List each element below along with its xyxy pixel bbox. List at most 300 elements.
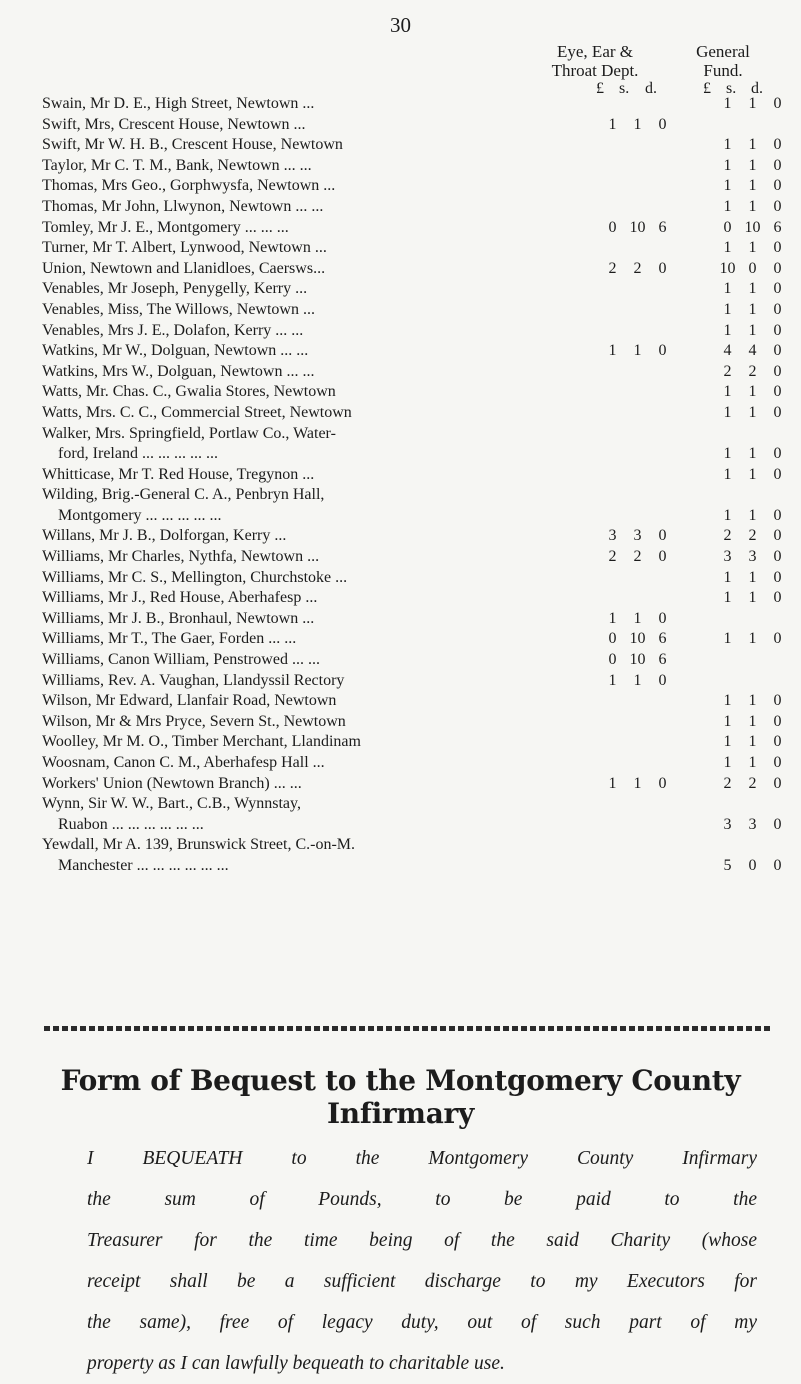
eye-dept-pounds: [600, 424, 625, 445]
subscriber-name: Thomas, Mrs Geo., Gorphwysfa, Newtown ...: [42, 177, 336, 195]
page-number: 30: [390, 13, 411, 37]
general-fund-pence: 0: [773, 774, 782, 792]
general-fund-shillings: [740, 835, 765, 856]
table-row: [42, 403, 790, 424]
column-gap: [675, 115, 715, 136]
eye-dept-shillings: [625, 197, 650, 218]
eye-dept-pence: [650, 279, 675, 300]
eye-dept-shillings: [625, 444, 650, 465]
eye-dept-pence: 0: [658, 115, 667, 133]
subscriber-name: Williams, Mr J., Red House, Aberhafesp ...: [42, 589, 318, 607]
subscriber-name: Swain, Mr D. E., High Street, Newtown ...: [42, 95, 315, 112]
general-fund-pence: 0: [773, 177, 782, 195]
column-gap: [675, 238, 715, 259]
eye-dept-shillings: 10: [629, 651, 646, 669]
subscriber-name: Swift, Mrs, Crescent House, Newtown ...: [42, 115, 306, 133]
table-row: [42, 424, 790, 445]
eye-dept-pence: 6: [658, 218, 667, 236]
eye-dept-pounds: 0: [608, 218, 617, 236]
currency-shillings-1: s.: [619, 80, 630, 97]
eye-dept-pence: 6: [658, 651, 667, 669]
column-gap: [675, 382, 715, 403]
eye-dept-shillings: [625, 135, 650, 156]
bequest-line: receipt shall be a sufficient discharge to my Executors for: [87, 1271, 757, 1292]
subscriber-name: Thomas, Mr John, Llwynon, Newtown ... ...: [42, 197, 324, 215]
eye-dept-shillings: [625, 485, 650, 506]
general-fund-pounds: 1: [723, 136, 732, 154]
eye-dept-pence: [650, 712, 675, 733]
column-gap: [675, 485, 715, 506]
general-fund-pence: 0: [773, 548, 782, 566]
subscriber-name: Venables, Miss, The Willows, Newtown ...: [42, 300, 315, 318]
general-fund-pence: 0: [773, 321, 782, 339]
subscriber-name: Turner, Mr T. Albert, Lynwood, Newtown ...: [42, 239, 327, 257]
eye-dept-shillings: [625, 362, 650, 383]
eye-dept-pounds: [600, 362, 625, 383]
table-row: [42, 629, 790, 650]
table-row: [42, 609, 790, 630]
general-fund-pounds: [715, 650, 740, 671]
general-fund-shillings: 2: [748, 774, 757, 792]
eye-dept-pounds: [600, 712, 625, 733]
column-gap: [675, 629, 715, 650]
eye-dept-shillings: [625, 568, 650, 589]
subscriber-name: Watkins, Mr W., Dolguan, Newtown ... ...: [42, 342, 309, 360]
subscriber-name: Watts, Mr. Chas. C., Gwalia Stores, Newtown: [42, 383, 336, 401]
eye-dept-pounds: [600, 465, 625, 486]
general-fund-pounds: 1: [723, 506, 732, 524]
general-fund-shillings: 1: [748, 568, 757, 586]
eye-dept-pence: [650, 382, 675, 403]
column-gap: [675, 362, 715, 383]
eye-dept-pence: 0: [658, 774, 667, 792]
subscriber-name: Williams, Mr C. S., Mellington, Churchstoke ...: [42, 568, 348, 586]
general-fund-shillings: 1: [748, 403, 757, 421]
general-fund-pounds: 1: [723, 754, 732, 771]
eye-dept-pounds: [600, 197, 625, 218]
table-row: [42, 691, 790, 712]
general-fund-pence: [765, 671, 790, 692]
general-fund-pence: 0: [773, 712, 782, 730]
general-fund-shillings: 1: [748, 754, 757, 771]
eye-dept-shillings: [625, 465, 650, 486]
eye-dept-pounds: [600, 300, 625, 321]
eye-dept-shillings: [625, 156, 650, 177]
currency-shillings-2: s.: [726, 80, 737, 97]
eye-dept-shillings: [625, 732, 650, 753]
general-fund-pounds: 1: [723, 403, 732, 421]
general-fund-pence: 6: [773, 218, 782, 236]
general-fund-shillings: 1: [748, 733, 757, 751]
general-fund-pounds: 10: [719, 259, 736, 277]
general-fund-shillings: 1: [748, 445, 757, 463]
eye-dept-pounds: 1: [608, 115, 617, 133]
subscriber-name: Walker, Mrs. Springfield, Portlaw Co., Water-: [42, 424, 336, 442]
table-row: [42, 753, 790, 774]
table-row: [42, 856, 790, 877]
eye-dept-shillings: 1: [633, 774, 642, 792]
eye-dept-pounds: [600, 856, 625, 877]
general-fund-pence: 0: [773, 300, 782, 318]
eye-dept-shillings: [625, 815, 650, 836]
column-gap: [675, 94, 715, 115]
bequest-text: [87, 1138, 757, 1384]
general-fund-shillings: [740, 794, 765, 815]
general-fund-pounds: 1: [723, 733, 732, 751]
general-fund-pounds: 1: [723, 156, 732, 174]
general-fund-pence: 0: [773, 733, 782, 751]
column-gap: [675, 609, 715, 630]
general-fund-shillings: 3: [748, 815, 757, 833]
general-fund-shillings: 1: [748, 156, 757, 174]
eye-dept-pence: [650, 835, 675, 856]
general-fund-pounds: [715, 609, 740, 630]
table-row: [42, 485, 790, 506]
eye-dept-pence: [650, 856, 675, 877]
general-fund-shillings: 1: [748, 321, 757, 339]
general-fund-pounds: 1: [723, 445, 732, 463]
eye-dept-shillings: [625, 382, 650, 403]
column-gap: [675, 321, 715, 342]
eye-dept-shillings: 10: [629, 630, 646, 648]
eye-dept-pounds: 1: [608, 342, 617, 360]
general-fund-pence: 0: [773, 506, 782, 524]
general-fund-pounds: 5: [723, 856, 732, 874]
eye-dept-pounds: 1: [608, 609, 617, 627]
column-gap: [675, 197, 715, 218]
general-fund-shillings: 1: [748, 300, 757, 318]
table-row: [42, 279, 790, 300]
column-gap: [675, 732, 715, 753]
eye-dept-pounds: [600, 835, 625, 856]
eye-dept-pounds: [600, 94, 625, 115]
column-gap: [675, 547, 715, 568]
table-row: [42, 444, 790, 465]
general-fund-pence: 0: [773, 136, 782, 154]
eye-dept-pence: [650, 485, 675, 506]
eye-dept-pounds: 3: [608, 527, 617, 545]
table-row: [42, 568, 790, 589]
general-fund-pence: 0: [773, 280, 782, 298]
column-gap: [675, 835, 715, 856]
eye-dept-pence: 6: [658, 630, 667, 648]
general-fund-pounds: 0: [723, 218, 732, 236]
eye-dept-pounds: [600, 279, 625, 300]
general-fund-pounds: 1: [723, 239, 732, 257]
column-gap: [675, 671, 715, 692]
table-row: [42, 197, 790, 218]
eye-dept-pence: 0: [658, 548, 667, 566]
general-fund-shillings: 2: [748, 362, 757, 380]
general-fund-pence: 0: [773, 630, 782, 648]
subscriber-name: Williams, Mr Charles, Nythfa, Newtown ...: [42, 548, 320, 566]
eye-dept-shillings: [625, 691, 650, 712]
general-fund-pence: [765, 115, 790, 136]
eye-ear-header-line2: Throat Dept.: [551, 61, 639, 80]
general-fund-pounds: [715, 794, 740, 815]
eye-dept-pence: [650, 321, 675, 342]
subscriber-name: Watkins, Mrs W., Dolguan, Newtown ... ...: [42, 362, 315, 380]
eye-dept-pounds: [600, 815, 625, 836]
eye-dept-pence: [650, 588, 675, 609]
general-fund-pence: 0: [773, 403, 782, 421]
general-fund-shillings: 0: [748, 856, 757, 874]
general-fund-header-line1: General: [696, 42, 750, 61]
general-fund-pence: 0: [773, 342, 782, 360]
subscriber-name: Whitticase, Mr T. Red House, Tregynon ...: [42, 465, 315, 483]
general-fund-header: [668, 42, 778, 80]
eye-dept-shillings: [625, 424, 650, 445]
subscriber-name: Williams, Rev. A. Vaughan, Llandyssil Rectory: [42, 671, 345, 689]
general-fund-pence: 0: [773, 445, 782, 463]
eye-dept-shillings: [625, 279, 650, 300]
general-fund-pence: 0: [773, 383, 782, 401]
column-gap: [675, 300, 715, 321]
subscriber-name: Union, Newtown and Llanidloes, Caersws...: [42, 259, 326, 277]
table-row: [42, 671, 790, 692]
eye-dept-pence: 0: [658, 671, 667, 689]
general-fund-pounds: 1: [723, 383, 732, 401]
currency-pence-1: d.: [645, 80, 657, 97]
subscriber-name: Yewdall, Mr A. 139, Brunswick Street, C.-on-M.: [42, 836, 356, 854]
table-row: [42, 650, 790, 671]
table-row: [42, 300, 790, 321]
column-gap: [675, 403, 715, 424]
eye-dept-pence: [650, 94, 675, 115]
general-fund-pence: [765, 424, 790, 445]
currency-pence-2: d.: [751, 80, 763, 97]
eye-dept-pence: [650, 238, 675, 259]
eye-dept-shillings: [625, 176, 650, 197]
table-row: [42, 732, 790, 753]
general-fund-shillings: 1: [748, 630, 757, 648]
general-fund-shillings: [740, 671, 765, 692]
table-row: [42, 465, 790, 486]
eye-dept-shillings: [625, 712, 650, 733]
eye-dept-pence: [650, 176, 675, 197]
eye-dept-pounds: [600, 588, 625, 609]
subscriber-name: Montgomery ... ... ... ... ...: [58, 506, 222, 524]
eye-dept-shillings: [625, 588, 650, 609]
eye-dept-shillings: [625, 94, 650, 115]
general-fund-pence: 0: [773, 465, 782, 483]
general-fund-pence: 0: [773, 362, 782, 380]
general-fund-shillings: [740, 485, 765, 506]
subscriber-name: Wilding, Brig.-General C. A., Penbryn Hall,: [42, 486, 325, 504]
eye-dept-pounds: 1: [608, 774, 617, 792]
eye-dept-shillings: [625, 835, 650, 856]
column-gap: [675, 691, 715, 712]
table-row: [42, 341, 790, 362]
column-gap: [675, 774, 715, 795]
eye-dept-pence: [650, 444, 675, 465]
column-gap: [675, 753, 715, 774]
general-fund-pounds: 1: [723, 712, 732, 730]
subscriptions-body: [42, 94, 790, 877]
table-row: [42, 156, 790, 177]
general-fund-shillings: 1: [748, 383, 757, 401]
eye-dept-shillings: [625, 300, 650, 321]
table-row: [42, 547, 790, 568]
column-gap: [675, 218, 715, 239]
general-fund-shillings: 10: [744, 218, 761, 236]
eye-dept-pence: [650, 794, 675, 815]
column-gap: [675, 650, 715, 671]
eye-dept-pence: [650, 506, 675, 527]
column-gap: [675, 176, 715, 197]
general-fund-pounds: [715, 115, 740, 136]
eye-dept-pence: 0: [658, 527, 667, 545]
subscriber-name: Watts, Mrs. C. C., Commercial Street, Newtown: [42, 403, 352, 421]
subscriber-name: Woosnam, Canon C. M., Aberhafesp Hall ...: [42, 754, 325, 771]
general-fund-shillings: 4: [748, 342, 757, 360]
subscriber-name: Willans, Mr J. B., Dolforgan, Kerry ...: [42, 527, 287, 545]
general-fund-pence: [765, 609, 790, 630]
general-fund-pounds: 2: [723, 362, 732, 380]
eye-dept-pence: [650, 362, 675, 383]
general-fund-pence: 0: [773, 856, 782, 874]
eye-dept-shillings: 1: [633, 609, 642, 627]
column-gap: [675, 424, 715, 445]
bequest-line: Treasurer for the time being of the said Charity (whose: [87, 1230, 757, 1251]
subscriber-name: Williams, Mr J. B., Bronhaul, Newtown ...: [42, 609, 315, 627]
eye-dept-pounds: [600, 485, 625, 506]
eye-dept-pence: [650, 156, 675, 177]
table-row: [42, 774, 790, 795]
table-row: [42, 382, 790, 403]
column-gap: [675, 259, 715, 280]
general-fund-shillings: [740, 650, 765, 671]
eye-dept-pounds: 0: [608, 651, 617, 669]
general-fund-pounds: 1: [723, 321, 732, 339]
eye-dept-pounds: [600, 732, 625, 753]
general-fund-shillings: 1: [748, 465, 757, 483]
column-gap: [675, 506, 715, 527]
subscriber-name: Manchester ... ... ... ... ... ...: [58, 856, 229, 874]
column-gap: [675, 815, 715, 836]
eye-dept-pence: [650, 403, 675, 424]
eye-dept-pounds: [600, 794, 625, 815]
eye-dept-shillings: 1: [633, 342, 642, 360]
table-row: [42, 712, 790, 733]
eye-dept-pounds: [600, 382, 625, 403]
general-fund-pounds: 4: [723, 342, 732, 360]
table-row: [42, 815, 790, 836]
eye-dept-pounds: 0: [608, 630, 617, 648]
eye-dept-shillings: [625, 753, 650, 774]
general-fund-pence: 0: [773, 754, 782, 771]
general-fund-pounds: [715, 424, 740, 445]
subscriptions-table: [42, 94, 790, 877]
table-row: [42, 176, 790, 197]
currency-pounds-1: £: [596, 80, 604, 97]
eye-ear-header-line1: Eye, Ear &: [557, 42, 633, 61]
subscriber-name: Swift, Mr W. H. B., Crescent House, Newtown: [42, 136, 343, 154]
eye-dept-pence: [650, 424, 675, 445]
bequest-line: the same), free of legacy duty, out of such part of my: [87, 1312, 757, 1333]
table-row: [42, 835, 790, 856]
eye-dept-pence: [650, 135, 675, 156]
eye-dept-pounds: [600, 691, 625, 712]
column-gap: [675, 856, 715, 877]
general-fund-pence: 0: [773, 692, 782, 710]
subscriber-name: Wynn, Sir W. W., Bart., C.B., Wynnstay,: [42, 795, 301, 813]
eye-dept-shillings: 2: [633, 548, 642, 566]
eye-dept-pounds: [600, 321, 625, 342]
general-fund-shillings: [740, 424, 765, 445]
eye-dept-pounds: [600, 238, 625, 259]
form-title: Form of Bequest to the Montgomery County Infirmary: [60, 1064, 741, 1130]
eye-dept-shillings: 1: [633, 115, 642, 133]
general-fund-pounds: 2: [723, 774, 732, 792]
table-row: [42, 135, 790, 156]
general-fund-shillings: 1: [748, 177, 757, 195]
general-fund-pence: 0: [773, 527, 782, 545]
eye-dept-pence: [650, 197, 675, 218]
general-fund-pounds: 1: [723, 692, 732, 710]
general-fund-pounds: 1: [723, 280, 732, 298]
eye-dept-shillings: 3: [633, 527, 642, 545]
general-fund-pence: [765, 485, 790, 506]
column-gap: [675, 444, 715, 465]
subscriber-name: Williams, Mr T., The Gaer, Forden ... ...: [42, 630, 297, 648]
column-gap: [675, 712, 715, 733]
general-fund-pence: [765, 794, 790, 815]
eye-dept-pounds: [600, 176, 625, 197]
general-fund-pence: 0: [773, 156, 782, 174]
general-fund-pounds: 1: [723, 630, 732, 648]
general-fund-pence: 0: [773, 197, 782, 215]
general-fund-shillings: 1: [748, 506, 757, 524]
column-gap: [675, 156, 715, 177]
table-row: [42, 115, 790, 136]
bequest-line: property as I can lawfully bequeath to charitable use.: [87, 1353, 505, 1374]
table-row: [42, 506, 790, 527]
table-row: [42, 259, 790, 280]
eye-dept-pence: [650, 753, 675, 774]
table-row: [42, 794, 790, 815]
general-fund-pounds: 1: [723, 300, 732, 318]
general-fund-shillings: [740, 115, 765, 136]
eye-dept-pence: 0: [658, 342, 667, 360]
currency-pounds-2: £: [703, 80, 711, 97]
subscriber-name: Workers' Union (Newtown Branch) ... ...: [42, 774, 302, 792]
table-row: [42, 526, 790, 547]
eye-dept-shillings: 1: [633, 671, 642, 689]
general-fund-shillings: 1: [748, 95, 757, 112]
subscriber-name: Ruabon ... ... ... ... ... ...: [58, 815, 204, 833]
general-fund-pence: 0: [773, 239, 782, 257]
column-gap: [675, 465, 715, 486]
general-fund-pounds: [715, 835, 740, 856]
eye-dept-shillings: 10: [629, 218, 646, 236]
general-fund-shillings: 1: [748, 136, 757, 154]
general-fund-shillings: 3: [748, 548, 757, 566]
eye-dept-shillings: [625, 794, 650, 815]
general-fund-pence: 0: [773, 259, 782, 277]
general-fund-pence: 0: [773, 568, 782, 586]
bequest-line: the sum of Pounds, to be paid to the: [87, 1189, 757, 1210]
general-fund-pounds: 1: [723, 568, 732, 586]
eye-dept-shillings: [625, 403, 650, 424]
eye-dept-pence: [650, 815, 675, 836]
general-fund-header-line2: Fund.: [703, 61, 743, 80]
subscriber-name: Tomley, Mr J. E., Montgomery ... ... ...: [42, 218, 289, 236]
subscriber-name: Venables, Mrs J. E., Dolafon, Kerry ... ...: [42, 321, 304, 339]
general-fund-shillings: 2: [748, 527, 757, 545]
eye-dept-pounds: [600, 753, 625, 774]
table-row: [42, 588, 790, 609]
